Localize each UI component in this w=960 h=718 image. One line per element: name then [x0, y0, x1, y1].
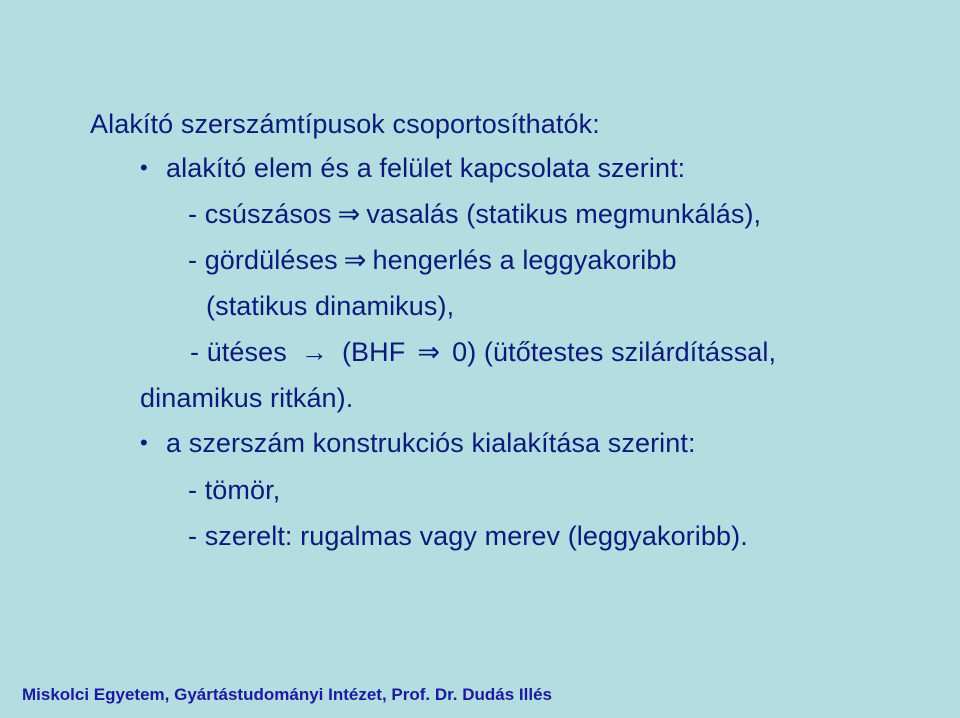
section2-item1: - tömör,: [188, 475, 281, 505]
double-arrow-icon: ⇒: [343, 245, 367, 275]
slide-heading: Alakító szerszámtípusok csoportosíthatók:: [90, 109, 600, 139]
section2-title: a szerszám konstrukciós kialakítása szerint:: [166, 428, 696, 458]
section1-item3-continuation: dinamikus ritkán).: [140, 383, 354, 413]
item2-post: hengerlés a leggyakoribb: [372, 245, 677, 275]
double-arrow-icon: ⇒: [417, 337, 441, 367]
item2-pre: - gördüléses: [188, 245, 338, 275]
item1-post: vasalás (statikus megmunkálás),: [366, 199, 762, 229]
bullet-icon: •: [140, 155, 148, 180]
section1-item2: [188, 244, 677, 276]
section1-item1: [188, 198, 761, 230]
section1-title: alakító elem és a felület kapcsolata szerint:: [166, 153, 686, 183]
footer-credit: Miskolci Egyetem, Gyártástudományi Intézet, Prof. Dr. Dudás Illés: [22, 685, 552, 704]
item3-post: 0) (ütőtestes szilárdítással,: [452, 337, 777, 367]
bullet-icon: •: [140, 430, 148, 455]
section2-item2: - szerelt: rugalmas vagy merev (leggyakoribb).: [188, 521, 748, 551]
item1-pre: - csúszásos: [188, 199, 332, 229]
item3-mid: (BHF: [341, 337, 406, 367]
item3-pre: - ütéses: [190, 337, 287, 367]
double-arrow-icon: ⇒: [337, 199, 361, 229]
arrow-right-icon: →: [300, 337, 328, 367]
section1-item3: [190, 336, 776, 368]
section1-item2-continuation: (statikus dinamikus),: [206, 291, 455, 321]
